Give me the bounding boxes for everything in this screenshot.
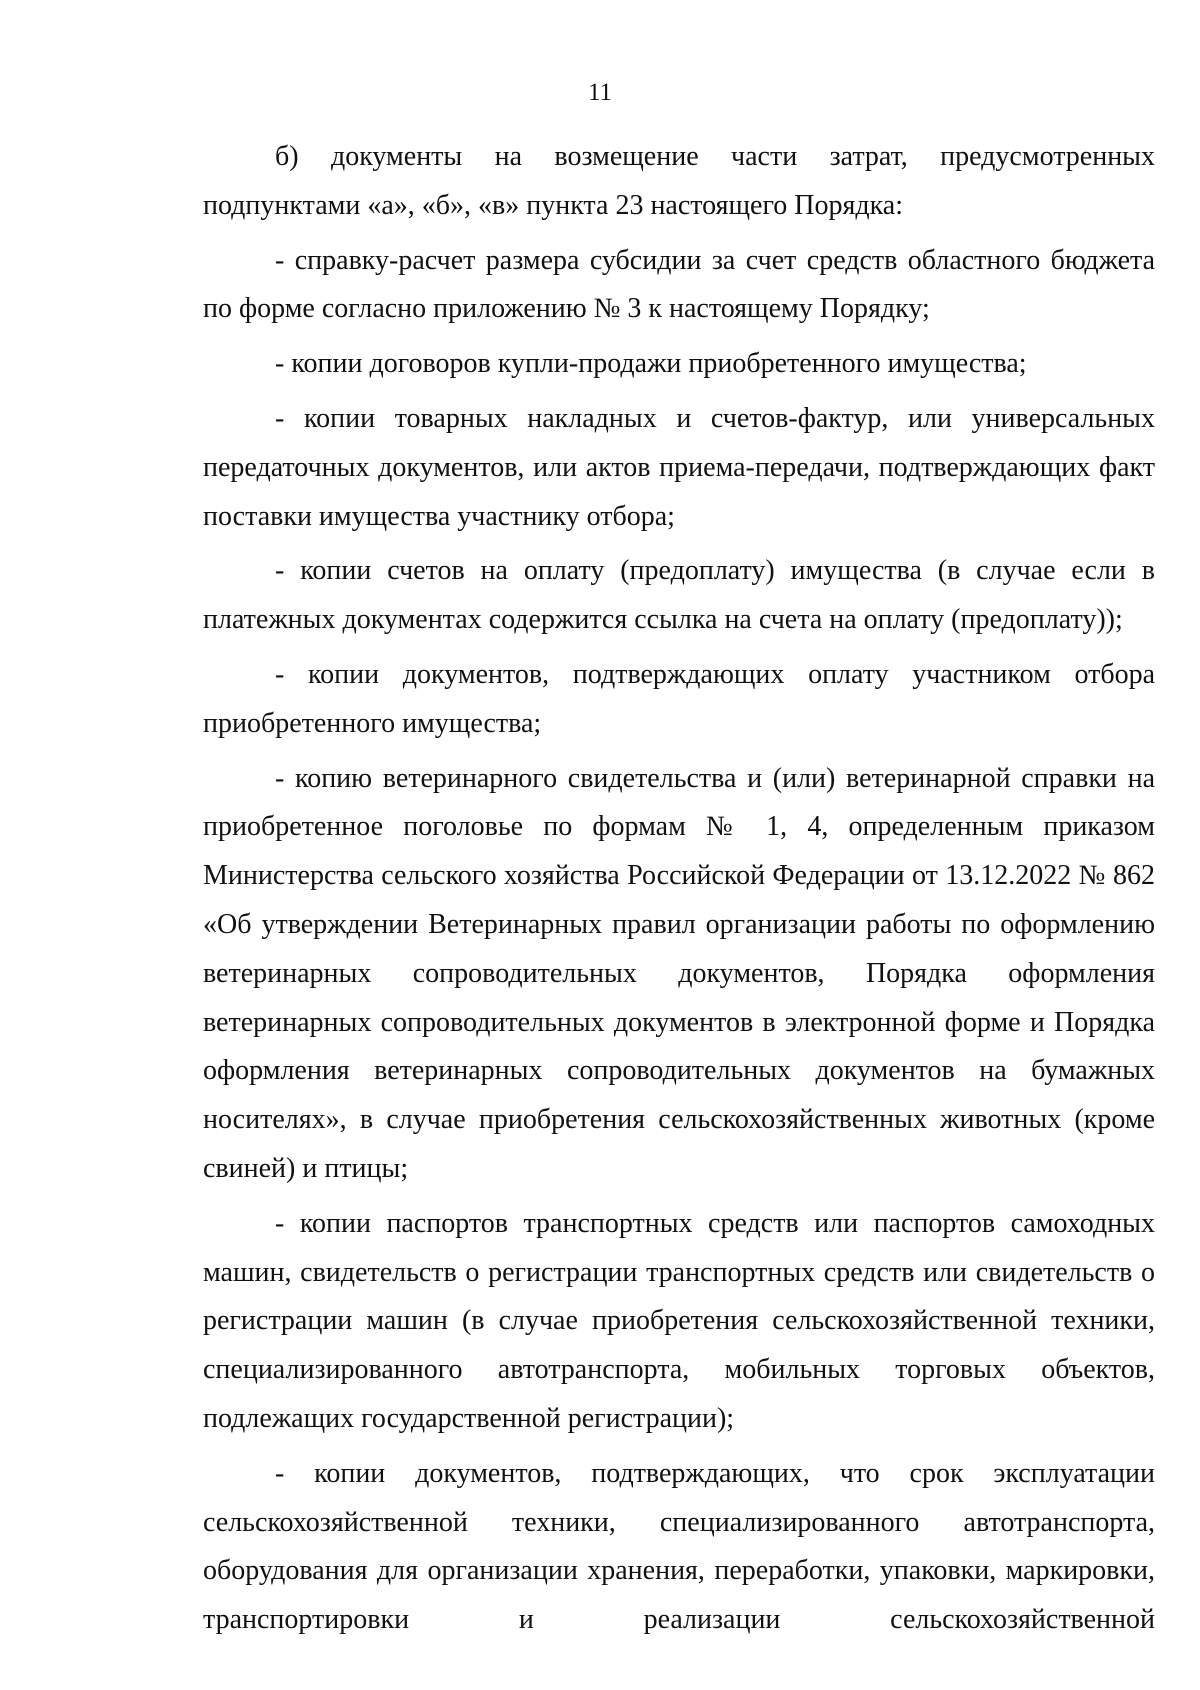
- paragraph-payment-invoices: - копии счетов на оплату (предоплату) имущества (в случае если в платежных документах содержится ссылка на счета на оплату (предоплату));: [203, 555, 1155, 636]
- document-body: [203, 133, 1155, 1645]
- paragraph-documents-reimbursement: б) документы на возмещение части затрат, предусмотренных подпунктами «а», «б», «в» пункта 23 настоящего Порядка:: [203, 141, 1155, 221]
- paragraph-payment-confirmation: - копии документов, подтверждающих оплату участником отбора приобретенного имущества;: [203, 658, 1155, 739]
- paragraph-vehicle-passports: - копии паспортов транспортных средств или паспортов самоходных машин, свидетельств о регистрации транспортных средств или свидетельств о регистрации машин (в случае приобретения сельскохозяйственной техники, специализированного автотранспорта, мобильных торговых объектов, подлежащих государственной регистрации);: [203, 1207, 1155, 1434]
- paragraph-waybills-invoices: - копии товарных накладных и счетов-фактур, или универсальных передаточных документов, или актов приема-передачи, подтверждающих факт поставки имущества участнику отбора;: [203, 402, 1155, 532]
- paragraph-veterinary-certificate: - копию ветеринарного свидетельства и (или) ветеринарной справки на приобретенное поголовье по формам № 1, 4, определенным приказом Министерства сельского хозяйства Российской Федерации от 13.12.2022 № 862 «Об утверждении Ветеринарных правил организации работы по оформлению ветеринарных сопроводительных документов, Порядка оформления ветеринарных сопроводительных документов в электронной форме и Порядка оформления ветеринарных сопроводительных документов на бумажных носителях», в случае приобретения сельскохозяйственных животных (кроме свиней) и птицы;: [203, 762, 1155, 1184]
- page-number: 11: [587, 79, 613, 106]
- paragraph-subsidy-calculation: - справку-расчет размера субсидии за счет средств областного бюджета по форме согласно приложению № 3 к настоящему Порядку;: [203, 244, 1155, 325]
- paragraph-purchase-contracts: - копии договоров купли-продажи приобретенного имущества;: [275, 348, 1027, 380]
- paragraph-operation-period: - копии документов, подтверждающих, что срок эксплуатации сельскохозяйственной техники, специализированного автотранспорта, оборудования для организации хранения, переработки, упаковки, маркировки, транспортировки и реализации сельскохозяйственной: [203, 1457, 1155, 1636]
